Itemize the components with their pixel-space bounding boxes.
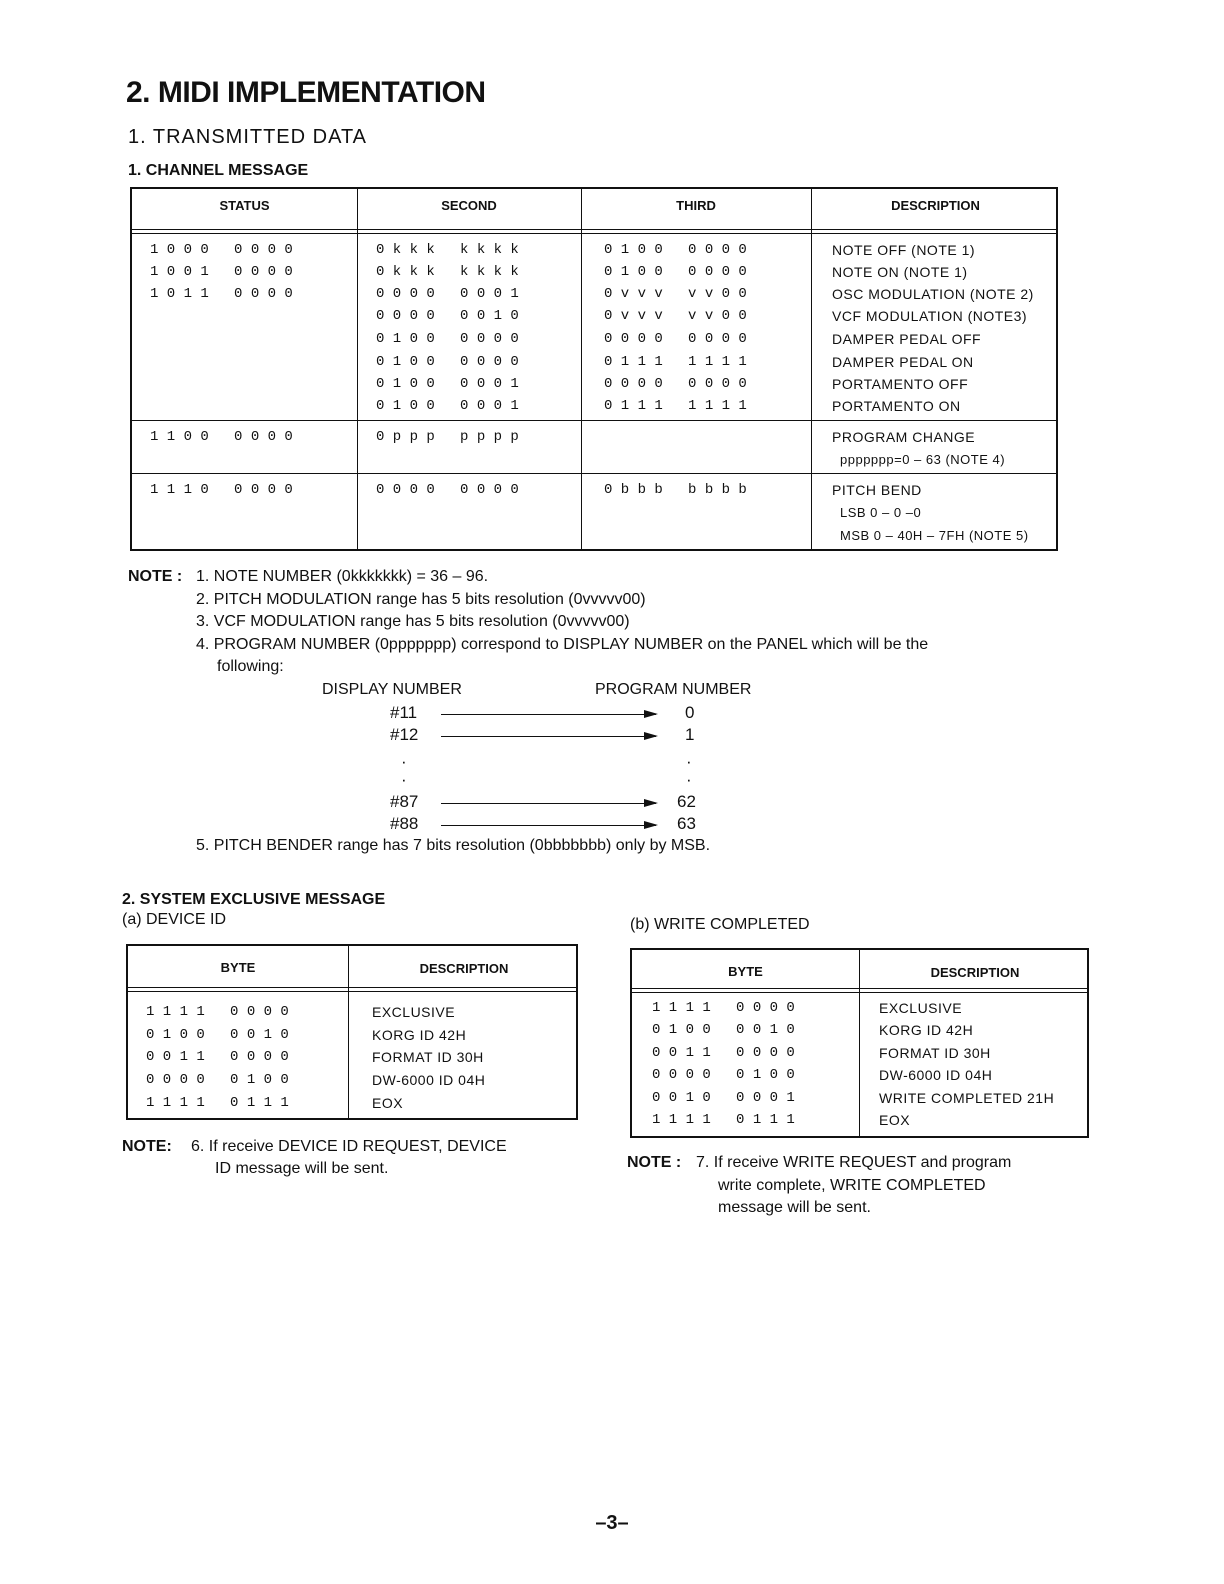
subsection-system-exclusive: 2. SYSTEM EXCLUSIVE MESSAGE bbox=[122, 891, 386, 908]
header-byte: BYTE bbox=[220, 960, 256, 975]
description-cell: KORG ID 42H bbox=[372, 1027, 467, 1043]
description-cell: EOX bbox=[372, 1095, 404, 1111]
header-second: SECOND bbox=[441, 198, 497, 213]
description-cell: DW-6000 ID 04H bbox=[879, 1067, 993, 1083]
display-number: #87 bbox=[390, 792, 419, 811]
note-item: 6. If receive DEVICE ID REQUEST, DEVICE bbox=[191, 1138, 507, 1155]
byte-cell: 1 1 1 1 0 0 0 0 bbox=[652, 1000, 795, 1016]
program-number: 1 bbox=[685, 725, 695, 744]
byte-cell: 1 1 1 1 0 1 1 1 bbox=[146, 1095, 289, 1111]
header-description: DESCRIPTION bbox=[930, 965, 1020, 980]
header-byte: BYTE bbox=[728, 964, 763, 979]
display-number: #12 bbox=[390, 725, 419, 744]
description-cell: EXCLUSIVE bbox=[372, 1004, 456, 1020]
header-status: STATUS bbox=[219, 198, 270, 213]
note-label: NOTE : bbox=[128, 568, 183, 585]
description-cell: ppppppp=0 – 63 (NOTE 4) bbox=[840, 452, 1006, 467]
second-cell: 0 k k k k k k k bbox=[376, 242, 519, 258]
second-cell: 0 0 0 0 0 0 0 0 bbox=[376, 482, 519, 498]
header-description: DESCRIPTION bbox=[419, 961, 509, 976]
description-cell: PITCH BEND bbox=[832, 482, 922, 498]
note-label: NOTE: bbox=[122, 1138, 172, 1155]
description-cell: PORTAMENTO OFF bbox=[832, 376, 969, 392]
byte-cell: 1 1 1 1 0 0 0 0 bbox=[146, 1004, 289, 1020]
description-cell: DAMPER PEDAL OFF bbox=[832, 331, 982, 347]
note-item: 4. PROGRAM NUMBER (0ppppppp) correspond to DISPLAY NUMBER on the PANEL which will be the bbox=[196, 636, 929, 653]
byte-cell: 0 1 0 0 0 0 1 0 bbox=[146, 1027, 289, 1043]
byte-cell: 1 1 1 1 0 1 1 1 bbox=[652, 1112, 795, 1128]
arrow-icon bbox=[441, 736, 656, 737]
description-cell: WRITE COMPLETED 21H bbox=[879, 1090, 1055, 1106]
status-cell: 1 0 1 1 0 0 0 0 bbox=[150, 286, 293, 302]
subsection-channel-message: 1. CHANNEL MESSAGE bbox=[128, 162, 309, 179]
description-cell: OSC MODULATION (NOTE 2) bbox=[832, 286, 1034, 302]
note-item: 7. If receive WRITE REQUEST and program bbox=[696, 1154, 1012, 1171]
note-item: 2. PITCH MODULATION range has 5 bits resolution (0vvvvv00) bbox=[196, 591, 646, 608]
third-cell: 0 0 0 0 0 0 0 0 bbox=[604, 376, 747, 392]
second-cell: 0 1 0 0 0 0 0 0 bbox=[376, 331, 519, 347]
byte-cell: 0 0 0 0 0 1 0 0 bbox=[146, 1072, 289, 1088]
second-cell: 0 0 0 0 0 0 0 1 bbox=[376, 286, 519, 302]
note-item: 3. VCF MODULATION range has 5 bits resolution (0vvvvv00) bbox=[196, 613, 630, 630]
description-cell: FORMAT ID 30H bbox=[879, 1045, 991, 1061]
third-cell: 0 1 0 0 0 0 0 0 bbox=[604, 264, 747, 280]
page-title: 2. MIDI IMPLEMENTATION bbox=[126, 76, 486, 109]
description-cell: DAMPER PEDAL ON bbox=[832, 354, 974, 370]
third-cell: 0 1 0 0 0 0 0 0 bbox=[604, 242, 747, 258]
note-item: ID message will be sent. bbox=[215, 1160, 389, 1177]
description-cell: NOTE OFF (NOTE 1) bbox=[832, 242, 976, 258]
status-cell: 1 1 1 0 0 0 0 0 bbox=[150, 482, 293, 498]
third-cell: 0 1 1 1 1 1 1 1 bbox=[604, 398, 747, 414]
display-number: #88 bbox=[390, 814, 419, 833]
third-cell: 0 0 0 0 0 0 0 0 bbox=[604, 331, 747, 347]
program-number-header: PROGRAM NUMBER bbox=[595, 681, 752, 698]
byte-cell: 0 0 1 1 0 0 0 0 bbox=[652, 1045, 795, 1061]
third-cell: 0 v v v v v 0 0 bbox=[604, 308, 747, 324]
channel-message-table bbox=[130, 187, 1058, 551]
status-cell: 1 0 0 1 0 0 0 0 bbox=[150, 264, 293, 280]
status-cell: 1 1 0 0 0 0 0 0 bbox=[150, 429, 293, 445]
display-number-header: DISPLAY NUMBER bbox=[322, 681, 462, 698]
byte-cell: 0 0 1 0 0 0 0 1 bbox=[652, 1090, 795, 1106]
second-cell: 0 1 0 0 0 0 0 0 bbox=[376, 354, 519, 370]
description-cell: MSB 0 – 40H – 7FH (NOTE 5) bbox=[840, 528, 1029, 543]
arrow-icon bbox=[441, 825, 656, 826]
device-id-caption: (a) DEVICE ID bbox=[122, 911, 227, 928]
write-completed-table bbox=[630, 948, 1089, 1138]
second-cell: 0 0 0 0 0 0 1 0 bbox=[376, 308, 519, 324]
third-cell: 0 v v v v v 0 0 bbox=[604, 286, 747, 302]
description-cell: PROGRAM CHANGE bbox=[832, 429, 976, 445]
description-cell: VCF MODULATION (NOTE3) bbox=[832, 308, 1028, 324]
note-item: 5. PITCH BENDER range has 7 bits resolution (0bbbbbbb) only by MSB. bbox=[196, 837, 711, 854]
device-id-table bbox=[126, 944, 578, 1120]
note-item: 1. NOTE NUMBER (0kkkkkkk) = 36 – 96. bbox=[196, 568, 489, 585]
ellipsis-dot: · bbox=[686, 770, 692, 789]
header-description: DESCRIPTION bbox=[891, 198, 980, 213]
second-cell: 0 k k k k k k k bbox=[376, 264, 519, 280]
description-cell: LSB 0 – 0 –0 bbox=[840, 505, 922, 520]
arrow-icon bbox=[441, 803, 656, 804]
byte-cell: 0 1 0 0 0 0 1 0 bbox=[652, 1022, 795, 1038]
description-cell: EXCLUSIVE bbox=[879, 1000, 963, 1016]
status-cell: 1 0 0 0 0 0 0 0 bbox=[150, 242, 293, 258]
note-item: write complete, WRITE COMPLETED bbox=[718, 1177, 986, 1194]
arrow-icon bbox=[441, 714, 656, 715]
ellipsis-dot: · bbox=[686, 752, 692, 771]
note-label: NOTE : bbox=[627, 1154, 682, 1171]
second-cell: 0 1 0 0 0 0 0 1 bbox=[376, 398, 519, 414]
program-number: 0 bbox=[685, 703, 695, 722]
description-cell: KORG ID 42H bbox=[879, 1022, 974, 1038]
second-cell: 0 p p p p p p p bbox=[376, 429, 519, 445]
description-cell: FORMAT ID 30H bbox=[372, 1049, 484, 1065]
page-number: –3– bbox=[595, 1512, 629, 1534]
second-cell: 0 1 0 0 0 0 0 1 bbox=[376, 376, 519, 392]
description-cell: PORTAMENTO ON bbox=[832, 398, 961, 414]
display-number: #11 bbox=[390, 703, 418, 722]
write-completed-caption: (b) WRITE COMPLETED bbox=[630, 916, 810, 933]
third-cell: 0 b b b b b b b bbox=[604, 482, 747, 498]
ellipsis-dot: · bbox=[401, 752, 407, 771]
byte-cell: 0 0 0 0 0 1 0 0 bbox=[652, 1067, 795, 1083]
section-heading-transmitted-data: 1. TRANSMITTED DATA bbox=[128, 126, 368, 148]
description-cell: NOTE ON (NOTE 1) bbox=[832, 264, 968, 280]
third-cell: 0 1 1 1 1 1 1 1 bbox=[604, 354, 747, 370]
note-item: message will be sent. bbox=[718, 1199, 871, 1216]
description-cell: DW-6000 ID 04H bbox=[372, 1072, 486, 1088]
description-cell: EOX bbox=[879, 1112, 911, 1128]
note-item: following: bbox=[217, 658, 284, 675]
byte-cell: 0 0 1 1 0 0 0 0 bbox=[146, 1049, 289, 1065]
ellipsis-dot: · bbox=[401, 770, 407, 789]
header-third: THIRD bbox=[676, 198, 716, 213]
program-number: 62 bbox=[677, 792, 696, 811]
program-number: 63 bbox=[677, 814, 696, 833]
